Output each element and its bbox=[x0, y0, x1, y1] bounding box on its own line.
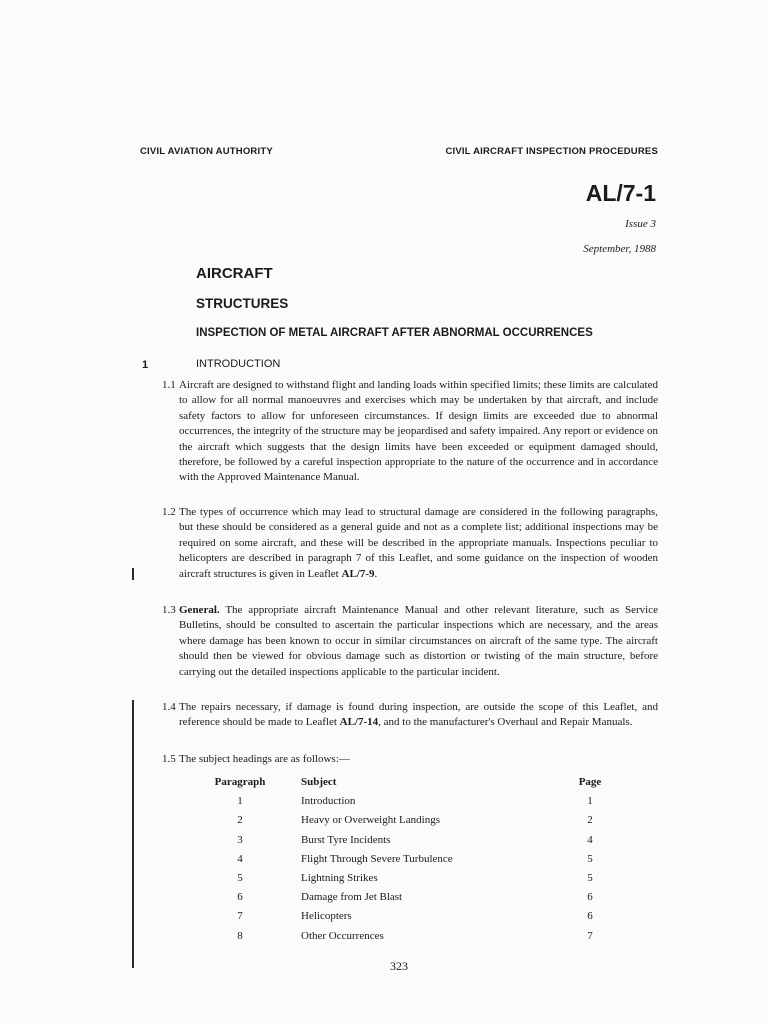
row-subject: Burst Tyre Incidents bbox=[301, 833, 391, 846]
header-series: CIVIL AIRCRAFT INSPECTION PROCEDURES bbox=[445, 146, 658, 157]
row-paragraph: 1 bbox=[237, 795, 243, 808]
paragraph-end: , and to the manufacturer's Overhaul and Repair Manuals. bbox=[378, 716, 633, 729]
row-page: 6 bbox=[587, 910, 593, 923]
header-organisation: CIVIL AVIATION AUTHORITY bbox=[140, 146, 273, 157]
row-subject: Lightning Strikes bbox=[301, 871, 378, 884]
change-bar bbox=[132, 700, 134, 968]
row-page: 5 bbox=[587, 852, 593, 865]
contents-header-row bbox=[180, 776, 640, 795]
paragraph-text: The subject headings are as follows:— bbox=[179, 753, 350, 766]
row-paragraph: 3 bbox=[237, 833, 243, 846]
table-row bbox=[180, 872, 640, 891]
row-page: 5 bbox=[587, 871, 593, 884]
table-row bbox=[180, 834, 640, 853]
row-paragraph: 8 bbox=[237, 929, 243, 942]
section-number: 1 bbox=[142, 359, 149, 371]
row-paragraph: 2 bbox=[237, 814, 243, 827]
paragraph-1-2 bbox=[162, 505, 658, 582]
table-row bbox=[180, 795, 640, 814]
row-subject: Introduction bbox=[301, 795, 356, 808]
row-page: 7 bbox=[587, 929, 593, 942]
issue-label: Issue 3 bbox=[625, 218, 656, 230]
table-row bbox=[180, 930, 640, 949]
leaflet-reference: AL/7-9 bbox=[341, 567, 375, 580]
paragraph-body bbox=[179, 700, 658, 731]
paragraph-body bbox=[179, 505, 658, 582]
section-title: INTRODUCTION bbox=[196, 358, 281, 370]
table-row bbox=[180, 910, 640, 929]
page-number: 323 bbox=[390, 959, 408, 973]
table-row bbox=[180, 814, 640, 833]
row-subject: Heavy or Overweight Landings bbox=[301, 814, 440, 827]
row-page: 6 bbox=[587, 891, 593, 904]
paragraph-number: 1.1 bbox=[162, 379, 176, 391]
issue-date: September, 1988 bbox=[583, 243, 656, 255]
row-paragraph: 7 bbox=[237, 910, 243, 923]
row-paragraph: 5 bbox=[237, 871, 243, 884]
table-row bbox=[180, 853, 640, 872]
leaflet-reference: AL/7-14 bbox=[339, 716, 379, 729]
paragraph-text: The repairs necessary, if damage is found during inspection, are outside the scope of this Leaflet, and reference should be made to Leaflet bbox=[179, 701, 658, 729]
paragraph-text: The types of occurrence which may lead to structural damage are considered in the following paragraphs, but these should be considered as a general guide and not as a complete list; additional inspections may be required on some aircraft, and these will be described in the appropriate manuals. Inspections peculiar to helicopters are described in paragraph 7 of this Leaflet, and some guidance on the inspection of wooden aircraft structures is given in Leaflet bbox=[179, 506, 658, 580]
paragraph-1-1 bbox=[162, 378, 658, 486]
change-bar bbox=[132, 568, 134, 580]
heading-subcategory: STRUCTURES bbox=[196, 296, 289, 311]
paragraph-1-4 bbox=[162, 700, 658, 731]
paragraph-number: 1.5 bbox=[162, 753, 176, 765]
document-number: AL/7-1 bbox=[585, 180, 656, 206]
row-paragraph: 6 bbox=[237, 891, 243, 904]
column-header-paragraph: Paragraph bbox=[214, 776, 266, 788]
table-row bbox=[180, 891, 640, 910]
contents-table bbox=[180, 776, 640, 949]
row-page: 1 bbox=[587, 795, 593, 808]
row-subject: Other Occurrences bbox=[301, 929, 384, 942]
row-page: 2 bbox=[587, 814, 593, 827]
row-subject: Helicopters bbox=[301, 910, 352, 923]
paragraph-end: . bbox=[374, 567, 378, 580]
heading-category: AIRCRAFT bbox=[196, 265, 273, 282]
row-page: 4 bbox=[587, 833, 593, 846]
paragraph-number: 1.4 bbox=[162, 701, 176, 713]
paragraph-1-5 bbox=[162, 752, 658, 767]
paragraph-number: 1.2 bbox=[162, 506, 176, 518]
paragraph-1-3 bbox=[162, 603, 658, 680]
column-header-page: Page bbox=[578, 776, 602, 788]
heading-title: INSPECTION OF METAL AIRCRAFT AFTER ABNORMAL OCCURRENCES bbox=[196, 327, 593, 339]
row-subject: Damage from Jet Blast bbox=[301, 891, 403, 904]
paragraph-body bbox=[179, 603, 658, 680]
column-header-subject: Subject bbox=[301, 776, 337, 788]
paragraph-lead: General. bbox=[179, 604, 220, 617]
row-paragraph: 4 bbox=[237, 852, 243, 865]
paragraph-number: 1.3 bbox=[162, 604, 176, 616]
paragraph-text: The appropriate aircraft Maintenance Manual and other relevant literature, such as Service Bulletins, should be consulted to ascertain the particular inspections which are necessary, and the areas where damage has been known to occur in similar circumstances on aircraft of the same type. The aircraft should then be viewed for obvious damage such as distortion or twisting of the main structure, before carrying out the detailed inspections applicable to the particular incident. bbox=[179, 604, 658, 678]
row-subject: Flight Through Severe Turbulence bbox=[301, 852, 453, 865]
paragraph-text: Aircraft are designed to withstand flight and landing loads within specified limits; these limits are calculated to allow for all normal manoeuvres and exercises which may be undertaken by that aircraft, and include safety factors to allow for unforeseen circumstances. If design limits are exceeded due to abnormal occurrences, the integrity of the structure may be jeopardised and safety impaired. Any report or evidence on the aircraft which suggests that the design limits have been exceeded or equipment damaged should, therefore, be followed by a careful inspection appropriate to the nature of the occurrence and in accordance with the Approved Maintenance Manual. bbox=[179, 379, 658, 484]
